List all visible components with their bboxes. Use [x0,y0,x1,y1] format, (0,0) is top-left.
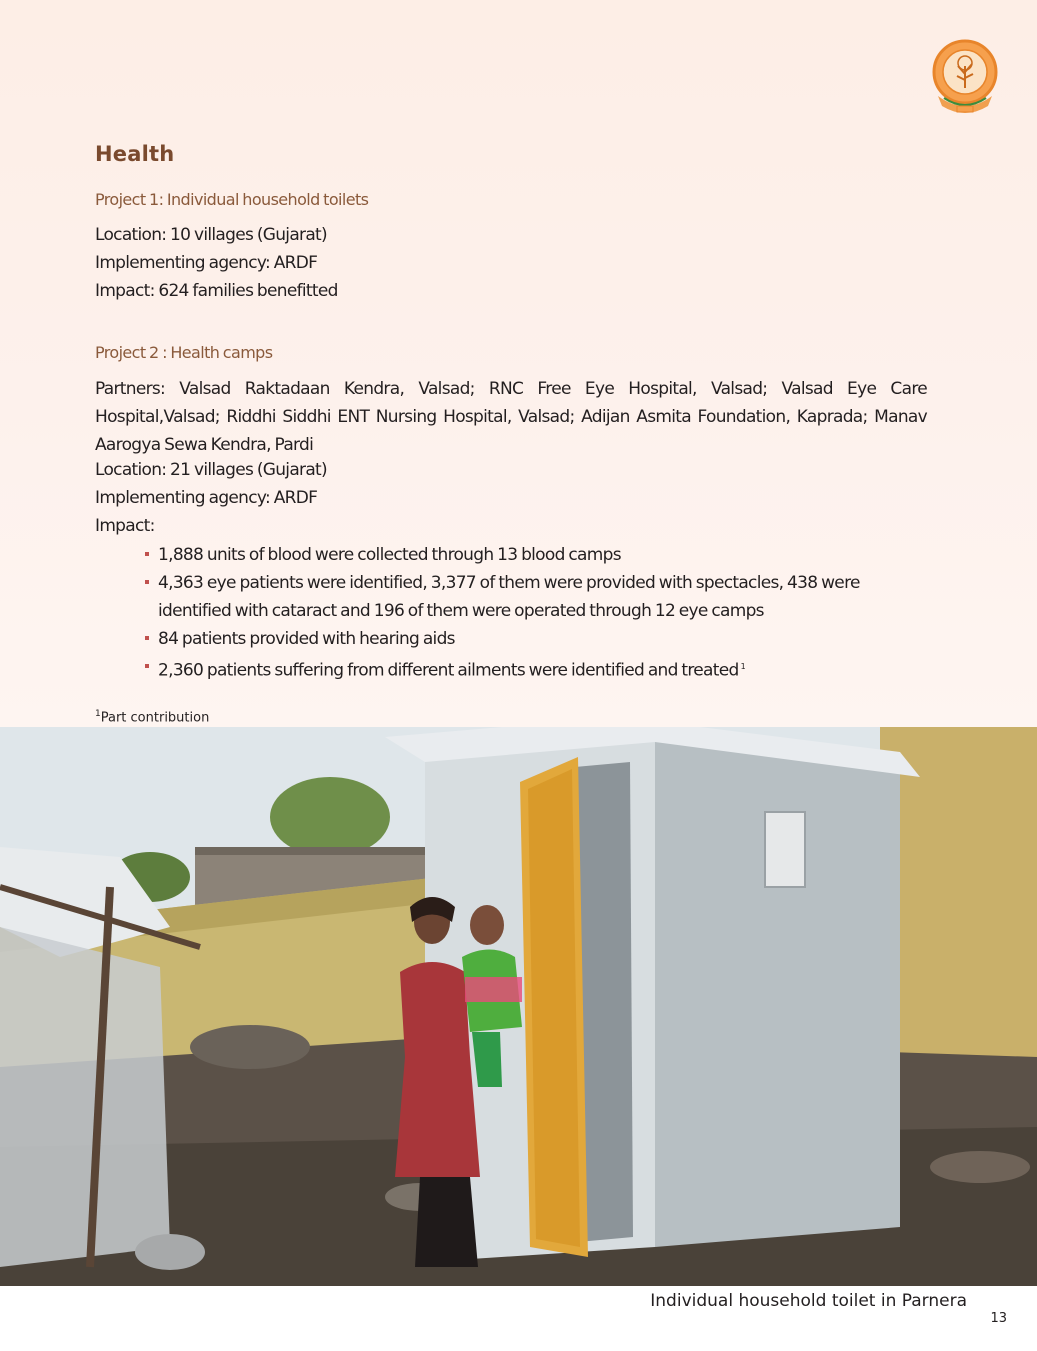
impact-item-text: 2,360 patients suffering from different ailments were identified and treated [158,660,739,681]
photo-caption: Individual household toilet in Parnera [650,1291,967,1311]
list-item [143,653,903,685]
project2-location: Location: 21 villages (Gujarat) [95,460,327,480]
project1-impact: Impact: 624 families benefitted [95,281,338,301]
footnote-reference: 1 [740,662,745,671]
footnote-text: Part contribution [100,710,210,726]
impact-item-text: 84 patients provided with hearing aids [158,629,455,649]
bullet-icon [145,580,149,584]
project1-heading: Project 1: Individual household toilets [95,190,369,209]
foundation-logo-icon [930,36,1000,116]
list-item [143,625,903,653]
impact-item-text: 1,888 units of blood were collected through 13 blood camps [158,545,621,565]
page-number: 13 [990,1311,1007,1326]
bullet-icon [145,636,149,640]
bullet-icon [145,552,149,556]
bullet-icon [145,664,149,668]
project2-agency: Implementing agency: ARDF [95,488,318,508]
project2-heading: Project 2 : Health camps [95,343,273,362]
footnote-mark: 1 [95,709,101,719]
project2-partners: Partners: Valsad Raktadaan Kendra, Valsad; RNC Free Eye Hospital, Valsad; Valsad Eye Care Hospital,Valsad; Riddhi Siddhi ENT Nursing Hospital, Valsad; Adijan Asmita Foundation, Kaprada; Manav Aarogya Sewa Kendra, Pardi [95,379,927,455]
list-item [143,541,903,569]
project2-impact-label: Impact: [95,516,155,536]
footnote [95,709,209,725]
list-item [143,569,903,625]
toilet-photo [0,727,1037,1286]
impact-item-text: 4,363 eye patients were identified, 3,377 of them were provided with spectacles, 438 were identified with cataract and 196 of them were operated through 12 eye camps [158,573,860,621]
impact-list [143,541,903,685]
project1-agency: Implementing agency: ARDF [95,253,318,273]
project1-location: Location: 10 villages (Gujarat) [95,225,327,245]
section-title: Health [95,142,175,166]
